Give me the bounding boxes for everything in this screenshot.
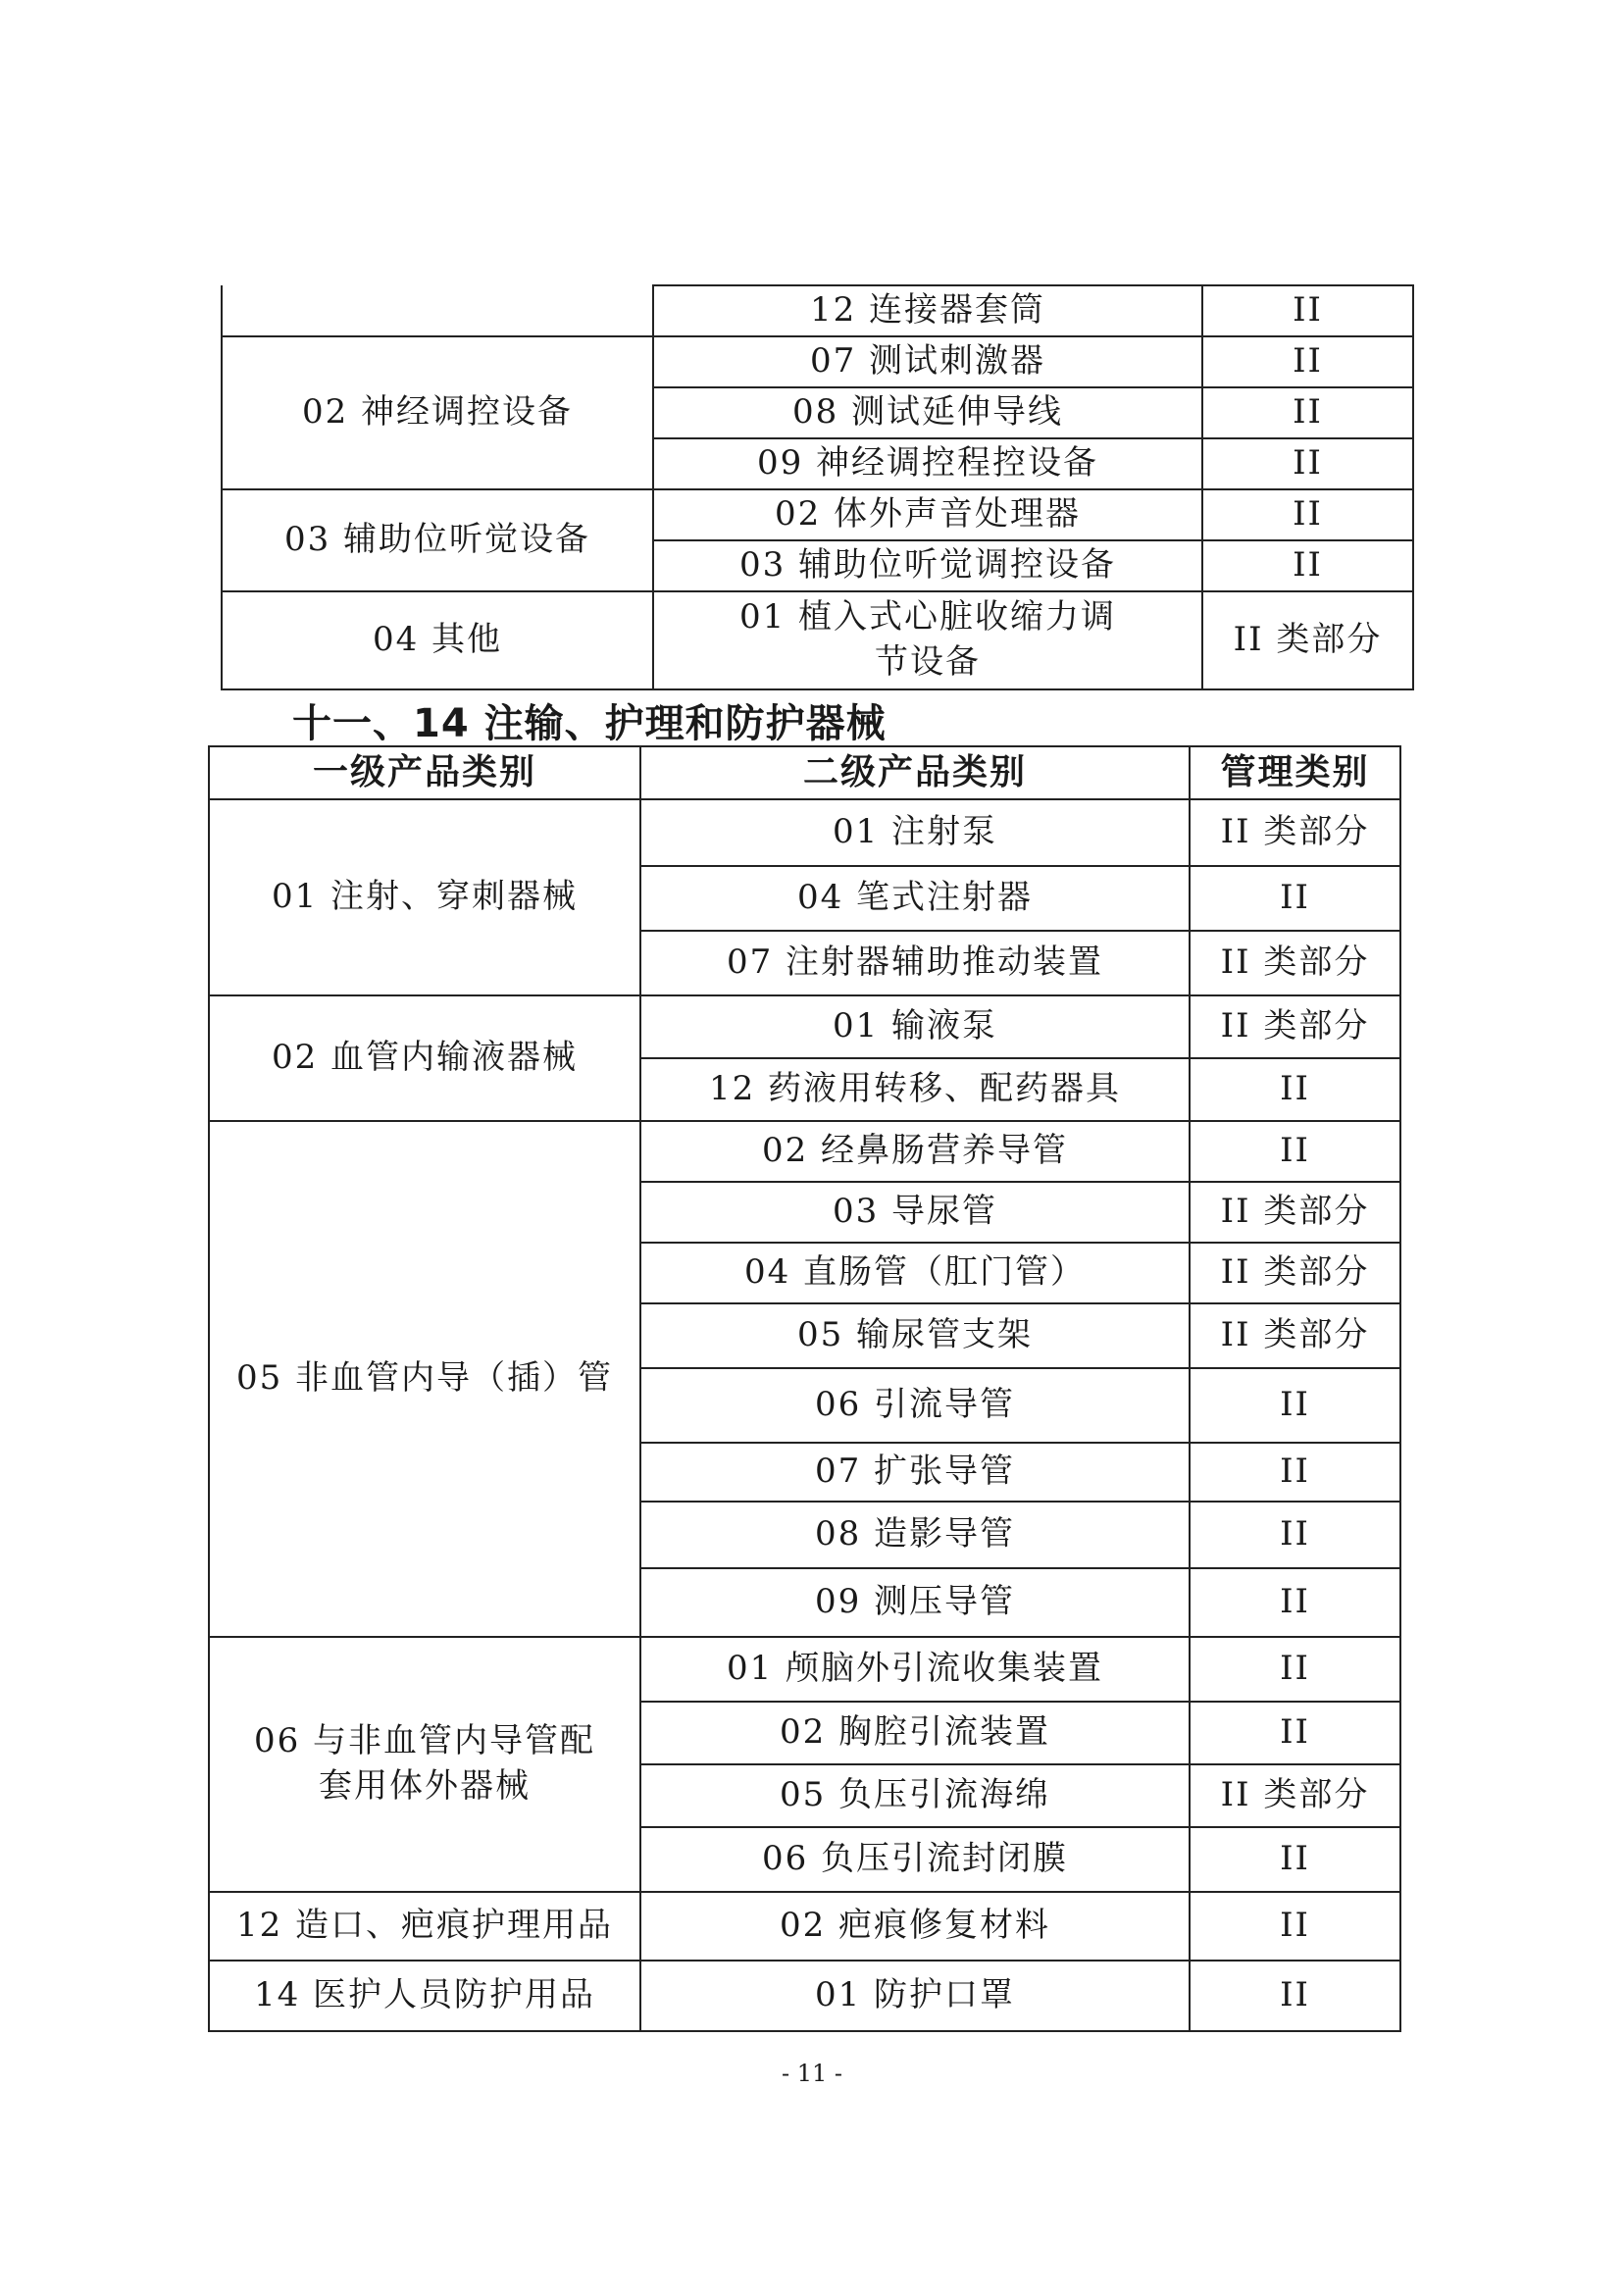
second-level-cell: 08 造影导管 [640,1502,1190,1568]
second-level-cell: 01 注射泵 [640,799,1190,866]
management-class-cell: II [1190,1443,1400,1502]
second-level-cell: 02 经鼻肠营养导管 [640,1121,1190,1182]
management-class-cell: II [1190,866,1400,931]
second-level-cell: 07 测试刺激器 [653,336,1202,387]
second-level-cell: 02 体外声音处理器 [653,489,1202,540]
management-class-cell: II 类部分 [1190,1243,1400,1303]
first-level-cell: 01 注射、穿刺器械 [209,799,640,995]
second-level-cell: 06 引流导管 [640,1368,1190,1443]
second-level-cell: 08 测试延伸导线 [653,387,1202,438]
second-level-cell: 05 负压引流海绵 [640,1764,1190,1827]
second-level-cell: 07 注射器辅助推动装置 [640,931,1190,995]
management-class-cell: II [1202,285,1413,336]
second-level-cell: 12 药液用转移、配药器具 [640,1058,1190,1121]
management-class-cell: II [1190,1058,1400,1121]
table-row [209,1961,1400,2031]
second-level-cell: 01 输液泵 [640,995,1190,1058]
header-second-level: 二级产品类别 [640,746,1190,799]
first-level-cell: 04 其他 [222,591,653,689]
table-row [222,591,1413,689]
first-level-cell: 02 神经调控设备 [222,336,653,489]
management-class-cell: II 类部分 [1190,1182,1400,1243]
management-class-cell: II [1202,336,1413,387]
management-class-cell: II 类部分 [1202,591,1413,689]
first-level-cell: 05 非血管内导（插）管 [209,1121,640,1637]
management-class-cell: II [1202,438,1413,489]
table-row [209,1121,1400,1182]
second-level-cell: 09 神经调控程控设备 [653,438,1202,489]
second-level-cell: 02 疤痕修复材料 [640,1892,1190,1961]
second-level-cell: 05 输尿管支架 [640,1303,1190,1368]
management-class-cell: II 类部分 [1190,1303,1400,1368]
second-level-cell: 04 直肠管（肛门管） [640,1243,1190,1303]
management-class-cell: II 类部分 [1190,1764,1400,1827]
management-class-cell: II [1190,1702,1400,1764]
table-row [222,489,1413,540]
table-row [209,1637,1400,1702]
first-level-cell [222,285,653,336]
table-row [222,336,1413,387]
second-level-cell: 07 扩张导管 [640,1443,1190,1502]
first-level-cell: 06 与非血管内导管配套用体外器械 [209,1637,640,1892]
header-first-level: 一级产品类别 [209,746,640,799]
first-level-cell: 14 医护人员防护用品 [209,1961,640,2031]
second-level-cell: 03 辅助位听觉调控设备 [653,540,1202,591]
first-level-cell: 02 血管内输液器械 [209,995,640,1121]
second-level-cell: 01 植入式心脏收缩力调节设备 [653,591,1202,689]
table-row [209,1892,1400,1961]
management-class-cell: II 类部分 [1190,799,1400,866]
section-title: 十一、14 注输、护理和防护器械 [292,701,887,746]
management-class-cell: II [1202,387,1413,438]
header-management-class: 管理类别 [1190,746,1400,799]
product-category-table [208,745,1401,2032]
first-level-cell: 12 造口、疤痕护理用品 [209,1892,640,1961]
continued-category-table [221,284,1414,690]
table-row [209,995,1400,1058]
second-level-cell: 01 颅脑外引流收集装置 [640,1637,1190,1702]
management-class-cell: II [1190,1121,1400,1182]
management-class-cell: II [1190,1892,1400,1961]
second-level-cell: 06 负压引流封闭膜 [640,1827,1190,1892]
table-row [222,285,1413,336]
management-class-cell: II [1190,1502,1400,1568]
management-class-cell: II [1190,1827,1400,1892]
management-class-cell: II [1202,489,1413,540]
table-row [209,799,1400,866]
second-level-cell: 02 胸腔引流装置 [640,1702,1190,1764]
management-class-cell: II 类部分 [1190,931,1400,995]
management-class-cell: II [1202,540,1413,591]
second-level-cell: 04 笔式注射器 [640,866,1190,931]
second-level-cell: 12 连接器套筒 [653,285,1202,336]
page-number: - 11 - [781,2060,842,2087]
second-level-cell: 01 防护口罩 [640,1961,1190,2031]
table-header-row [209,746,1400,799]
management-class-cell: II [1190,1568,1400,1637]
management-class-cell: II [1190,1637,1400,1702]
management-class-cell: II [1190,1368,1400,1443]
second-level-cell: 03 导尿管 [640,1182,1190,1243]
management-class-cell: II [1190,1961,1400,2031]
second-level-cell: 09 测压导管 [640,1568,1190,1637]
first-level-cell: 03 辅助位听觉设备 [222,489,653,591]
management-class-cell: II 类部分 [1190,995,1400,1058]
